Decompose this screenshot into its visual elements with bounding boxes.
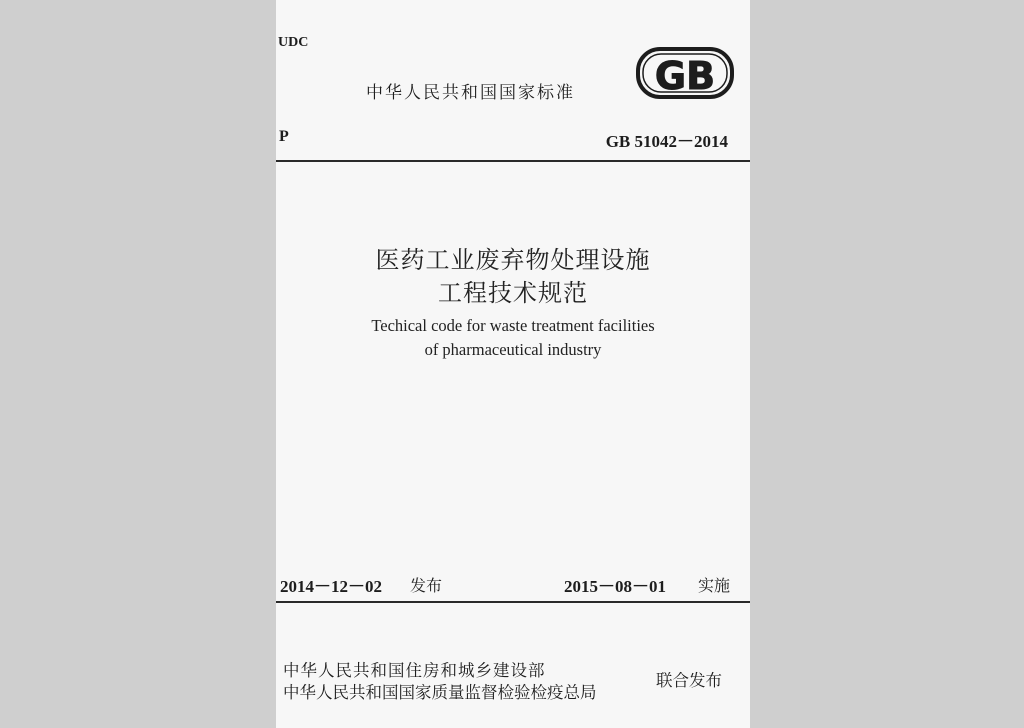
issue-label: 发布 <box>410 576 443 595</box>
top-rule <box>276 160 750 162</box>
standard-cover-page <box>276 0 750 728</box>
title-en-line-2: of pharmaceutical industry <box>424 340 602 359</box>
gb-logo <box>636 46 734 100</box>
issuer-line-2: 中华人民共和国国家质量监督检验检疫总局 <box>283 683 597 702</box>
standard-number: GB 51042－2014 <box>605 132 728 151</box>
bottom-rule <box>276 601 750 603</box>
udc-label: UDC <box>278 35 309 50</box>
implement-label: 实施 <box>698 576 731 595</box>
issue-date: 2014－12－02 <box>280 577 382 596</box>
national-standard-heading: 中华人民共和国国家标准 <box>366 83 575 103</box>
gb-logo-text: GB <box>654 54 716 98</box>
title-cn-line-1: 医药工业废弃物处理设施 <box>375 248 651 274</box>
joint-release-label: 联合发布 <box>656 671 722 690</box>
issuer-line-1: 中华人民共和国住房和城乡建设部 <box>283 661 546 680</box>
implement-date: 2015－08－01 <box>564 577 666 596</box>
category-code: P <box>279 128 289 145</box>
title-cn-line-2: 工程技术规范 <box>438 281 588 307</box>
title-en-line-1: Techical code for waste treatment facilities <box>371 316 655 335</box>
